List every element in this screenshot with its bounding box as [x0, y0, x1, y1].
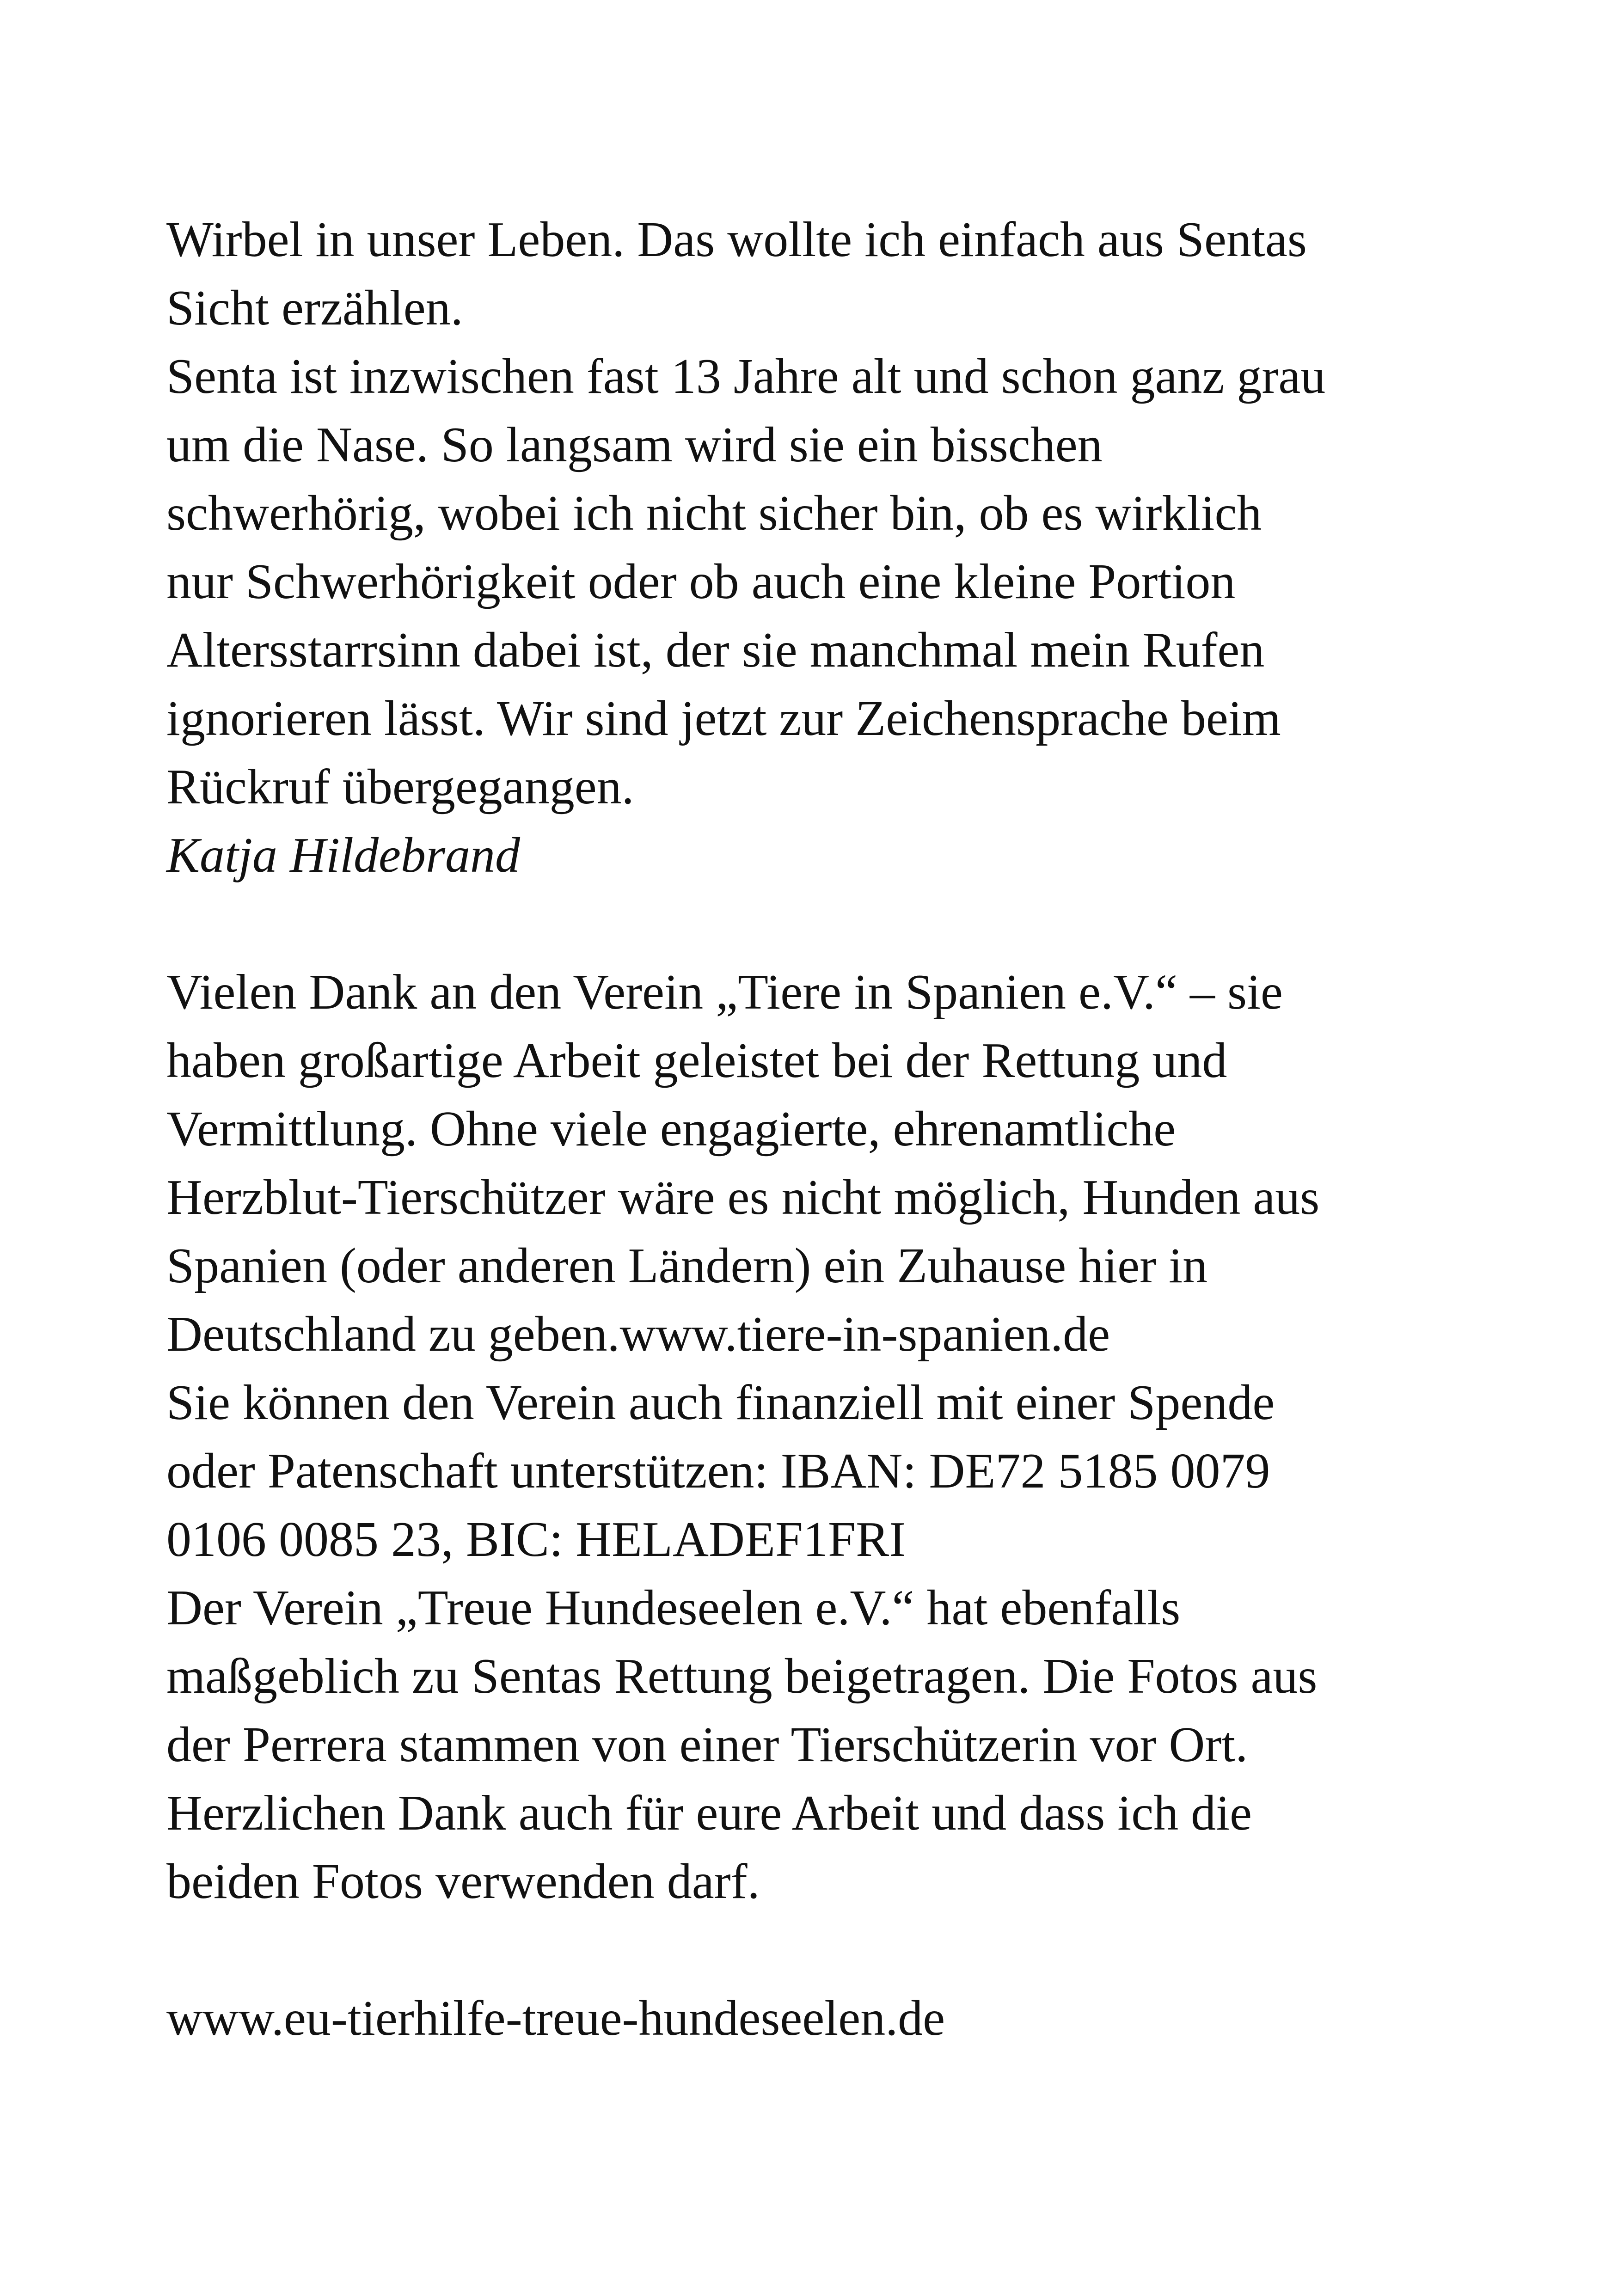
text-line: nur Schwerhörigkeit oder ob auch eine kleine Portion [166, 554, 1236, 609]
text-line: beiden Fotos verwenden darf. [166, 1854, 760, 1909]
text-line: um die Nase. So langsam wird sie ein bisschen [166, 417, 1103, 472]
text-line: Wirbel in unser Leben. Das wollte ich einfach aus Sentas [166, 212, 1307, 267]
text-line: Vermittlung. Ohne viele engagierte, ehrenamtliche [166, 1102, 1176, 1157]
text-line: haben großartige Arbeit geleistet bei der Rettung und [166, 1033, 1227, 1088]
text-line: ignorieren lässt. Wir sind jetzt zur Zeichensprache beim [166, 691, 1281, 746]
author-signature: Katja Hildebrand [166, 828, 521, 883]
paragraph-acknowledgements [166, 958, 1484, 1916]
text-line: 0106 0085 23, BIC: HELADEF1FRI [166, 1512, 906, 1567]
text-line: Vielen Dank an den Verein „Tiere in Spanien e.V.“ – sie [166, 965, 1283, 1020]
text-line: maßgeblich zu Sentas Rettung beigetragen. Die Fotos aus [166, 1649, 1318, 1704]
text-line: schwerhörig, wobei ich nicht sicher bin, ob es wirklich [166, 486, 1262, 541]
text-line: Sie können den Verein auch finanziell mit einer Spende [166, 1375, 1275, 1430]
text-line: Rückruf übergegangen. [166, 759, 634, 814]
text-line: Senta ist inzwischen fast 13 Jahre alt und schon ganz grau [166, 349, 1326, 404]
text-line: Herzlichen Dank auch für eure Arbeit und dass ich die [166, 1786, 1252, 1841]
footer-url: www.eu-tierhilfe-treue-hundeseelen.de [166, 1991, 945, 2046]
text-line: Herzblut-Tierschützer wäre es nicht möglich, Hunden aus [166, 1170, 1320, 1225]
text-line: Altersstarrsinn dabei ist, der sie manchmal mein Rufen [166, 623, 1265, 678]
paragraph-story [166, 206, 1484, 890]
text-line: Spanien (oder anderen Ländern) ein Zuhause hier in [166, 1238, 1208, 1293]
paragraph-spacer [166, 1916, 1484, 1984]
paragraph-spacer [166, 890, 1484, 958]
text-line: oder Patenschaft unterstützen: IBAN: DE72 5185 0079 [166, 1444, 1270, 1499]
text-line: Der Verein „Treue Hundeseelen e.V.“ hat ebenfalls [166, 1580, 1181, 1635]
text-line: Deutschland zu geben.www.tiere-in-spanien.de [166, 1307, 1110, 1362]
document-page [166, 206, 1484, 2053]
text-line: der Perrera stammen von einer Tierschützerin vor Ort. [166, 1717, 1248, 1772]
text-line: Sicht erzählen. [166, 281, 463, 336]
